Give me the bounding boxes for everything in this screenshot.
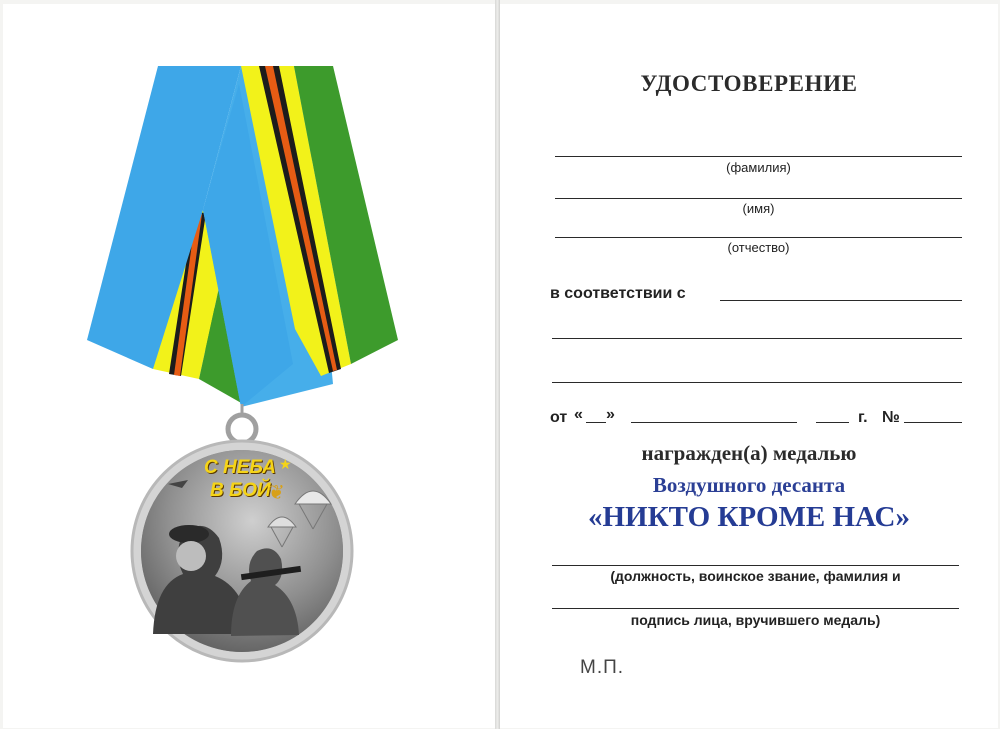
certificate-title: УДОСТОВЕРЕНИЕ	[640, 71, 858, 96]
medal-motto	[204, 456, 276, 502]
medal-name-line2: «НИКТО КРОМЕ НАС»	[587, 501, 910, 533]
medal-ring	[228, 415, 256, 443]
surname-line	[555, 156, 962, 157]
number-label: №	[882, 409, 900, 426]
medal-motto-line1: С НЕБА	[204, 457, 276, 478]
medal-name-line1: Воздушного десанта	[652, 473, 846, 497]
month-line	[631, 422, 797, 423]
star-icon: ★	[279, 456, 292, 472]
right-page	[500, 4, 998, 728]
accordance-line	[720, 300, 962, 301]
wheat-icon: ❦	[268, 482, 285, 504]
patronymic-caption: (отчество)	[727, 240, 790, 255]
awarded-text: награжден(а) медалью	[641, 441, 857, 465]
number-line	[904, 422, 962, 423]
stamp-label: М.П.	[580, 657, 625, 678]
name-line	[555, 198, 962, 199]
signer-caption-2: подпись лица, вручившего медаль)	[630, 612, 881, 628]
accordance-label: в соответствии с	[550, 285, 686, 302]
medal-motto-line2: В БОЙ	[210, 480, 271, 501]
ribbon	[87, 66, 398, 407]
signer-line-1	[552, 565, 959, 566]
year-line	[816, 422, 849, 423]
basis-line-2	[552, 382, 962, 383]
left-page	[3, 4, 495, 728]
year-label: г.	[858, 409, 868, 426]
signer-line-2	[552, 608, 959, 609]
day-line	[586, 422, 606, 423]
from-label: от	[550, 409, 568, 426]
surname-caption: (фамилия)	[726, 160, 791, 175]
name-caption: (имя)	[742, 201, 775, 216]
patronymic-line	[555, 237, 962, 238]
quote-open: «	[574, 406, 583, 423]
basis-line-1	[552, 338, 962, 339]
quote-close: »	[606, 406, 615, 423]
signer-caption-1: (должность, воинское звание, фамилия и	[610, 568, 901, 584]
medal-illustration	[3, 4, 495, 728]
